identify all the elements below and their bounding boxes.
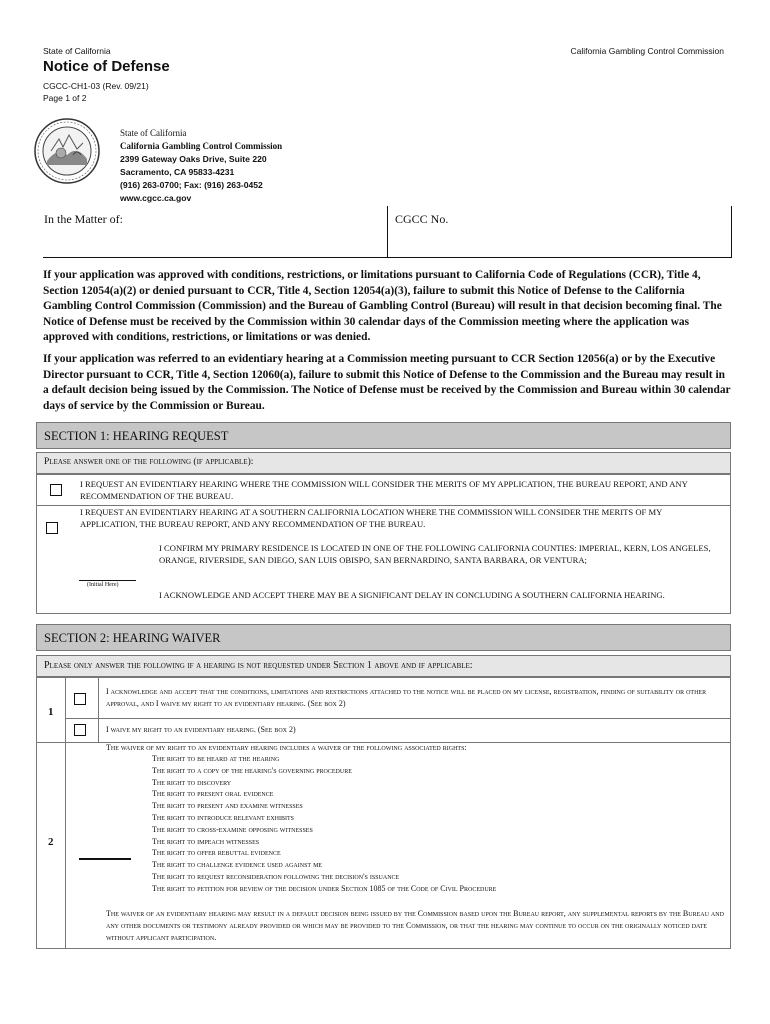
address-phone: (916) 263-0700; Fax: (916) 263-0452: [120, 180, 263, 190]
right-item: The right to a copy of the hearing's governing procedure: [152, 765, 352, 775]
instruction-paragraph-2: If your application was referred to an evidentiary hearing at a Commission meeting pursuant to CCR Section 12056(a) or by the Executive Director pursuant to CCR, Title 4, Section 12060(a), failure to submit this Notice of Defense to the Commission and the Bureau may result in a default decision being issued by the Commission. The Notice of Defense must be received by the Commission and Bureau within 30 calendar days of service by the Commission or Bureau.: [43, 353, 731, 412]
southern-hearing-checkbox[interactable]: [46, 522, 58, 534]
waive-hearing-checkbox[interactable]: [74, 724, 86, 736]
page-number: Page 1 of 2: [43, 93, 87, 103]
section2-instruction: Please only answer the following if a hearing is not requested under Section 1 above and if applicable:: [36, 655, 731, 677]
waive-hearing-text: I waive my right to an evidentiary hearing. (See box 2): [106, 725, 296, 734]
state-seal-icon: [33, 117, 101, 185]
southern-hearing-option: I REQUEST AN EVIDENTIARY HEARING AT A SOUTHERN CALIFORNIA LOCATION WHERE THE COMMISSION WILL CONSIDER THE MERITS OF MY APPLICATION, THE BUREAU REPORT, AND ANY RECOMMENDATION OF THE BUREAU.: [80, 507, 662, 529]
initial-here-field[interactable]: [79, 580, 136, 581]
right-item: The right to introduce relevant exhibits: [152, 812, 294, 822]
section2-title: SECTION 2: HEARING WAIVER: [36, 624, 731, 651]
address-agency: California Gambling Control Commission: [120, 141, 283, 151]
rights-list: [152, 753, 722, 895]
row1-subdivider: [65, 718, 731, 719]
agency-label: California Gambling Control Commission: [570, 46, 724, 56]
right-item: The right to petition for review of the decision under Section 1085 of the Code of Civil Procedure: [152, 883, 497, 893]
right-item: The right to cross-examine opposing witnesses: [152, 824, 313, 834]
right-item: The right to present oral evidence: [152, 789, 274, 799]
address-street: 2399 Gateway Oaks Drive, Suite 220: [120, 154, 267, 164]
row2-initial-field[interactable]: [79, 858, 131, 860]
cgcc-number-label: CGCC No.: [395, 212, 449, 226]
row2-number: 2: [48, 836, 54, 848]
waiver-acknowledge-checkbox[interactable]: [74, 693, 86, 705]
address-website: www.cgcc.ca.gov: [120, 193, 192, 203]
right-item: The right to offer rebuttal evidence: [152, 848, 281, 858]
address-block: [120, 127, 282, 205]
row1-number: 1: [48, 706, 54, 718]
delay-acknowledgement: I ACKNOWLEDGE AND ACCEPT THERE MAY BE A SIGNIFICANT DELAY IN CONCLUDING A SOUTHERN CALIFORNIA HEARING.: [159, 590, 665, 600]
right-item: The right to impeach witnesses: [152, 836, 260, 846]
state-label: State of California: [43, 46, 111, 56]
right-item: The right to discovery: [152, 777, 232, 787]
right-item: The right to request reconsideration following the decision's issuance: [152, 871, 400, 881]
section1-divider: [36, 505, 731, 506]
right-item: The right to be heard at the hearing: [152, 754, 280, 763]
checkbox-column: [98, 677, 99, 742]
waiver-note: The waiver of an evidentiary hearing may result in a default decision being issued by the Commission based upon the Bureau report, any supplemental reports by the Bureau and any other documents or testimony already provided or which may be provided to the Commission, or that the hearing may continue to occur on the originally noticed date without applicant participation.: [106, 909, 724, 942]
waiver-intro: The waiver of my right to an evidentiary hearing includes a waiver of the following associated rights:: [106, 743, 467, 752]
page-title: Notice of Defense: [43, 58, 170, 75]
right-item: The right to challenge evidence used against me: [152, 860, 323, 870]
hearing-request-option: I REQUEST AN EVIDENTIARY HEARING WHERE THE COMMISSION WILL CONSIDER THE MERITS OF MY APPLICATION, THE BUREAU REPORT, AND ANY RECOMMENDATION OF THE BUREAU.: [80, 479, 688, 501]
initial-here-label: (Initial Here): [87, 582, 119, 588]
waiver-acknowledge-text: I acknowledge and accept that the conditions, limitations and restrictions attached to the notice will be placed on my license, registration, finding of suitability or other approval, and I waive my right to an evidentiary hearing. (See box 2): [106, 687, 707, 708]
address-state: State of California: [120, 128, 187, 138]
residence-confirmation: I CONFIRM MY PRIMARY RESIDENCE IS LOCATED IN ONE OF THE FOLLOWING CALIFORNIA COUNTIES: IMPERIAL, KERN, LOS ANGELES, ORANGE, RIVERSIDE, SAN DIEGO, SAN LUIS OBISPO, SAN BERNARDINO, SANTA BARBARA, OR VENTURA;: [159, 543, 711, 565]
section1-instruction: Please answer one of the following (if applicable):: [36, 452, 731, 474]
form-number: CGCC-CH1-03 (Rev. 09/21): [43, 81, 149, 91]
hearing-request-checkbox[interactable]: [50, 484, 62, 496]
right-item: The right to present and examine witnesses: [152, 801, 303, 811]
matter-label: In the Matter of:: [44, 212, 123, 226]
section1-title: SECTION 1: HEARING REQUEST: [36, 422, 731, 449]
address-city: Sacramento, CA 95833-4231: [120, 167, 235, 177]
instruction-paragraph-1: If your application was approved with conditions, restrictions, or limitations pursuant to California Code of Regulations (CCR), Title 4, Section 12054(a)(2) or denied pursuant to CCR, Title 4, Section 12054(a)(3), failure to submit this Notice of Defense to the California Gambling Control Commission (Commission) and the Bureau of Gambling Control (Bureau) will result in that decision becoming final. The Notice of Defense must be received by the Commission within 30 calendar days of the Commission meeting where the application was approved with conditions, restrictions, or limitations or was denied.: [43, 269, 722, 343]
